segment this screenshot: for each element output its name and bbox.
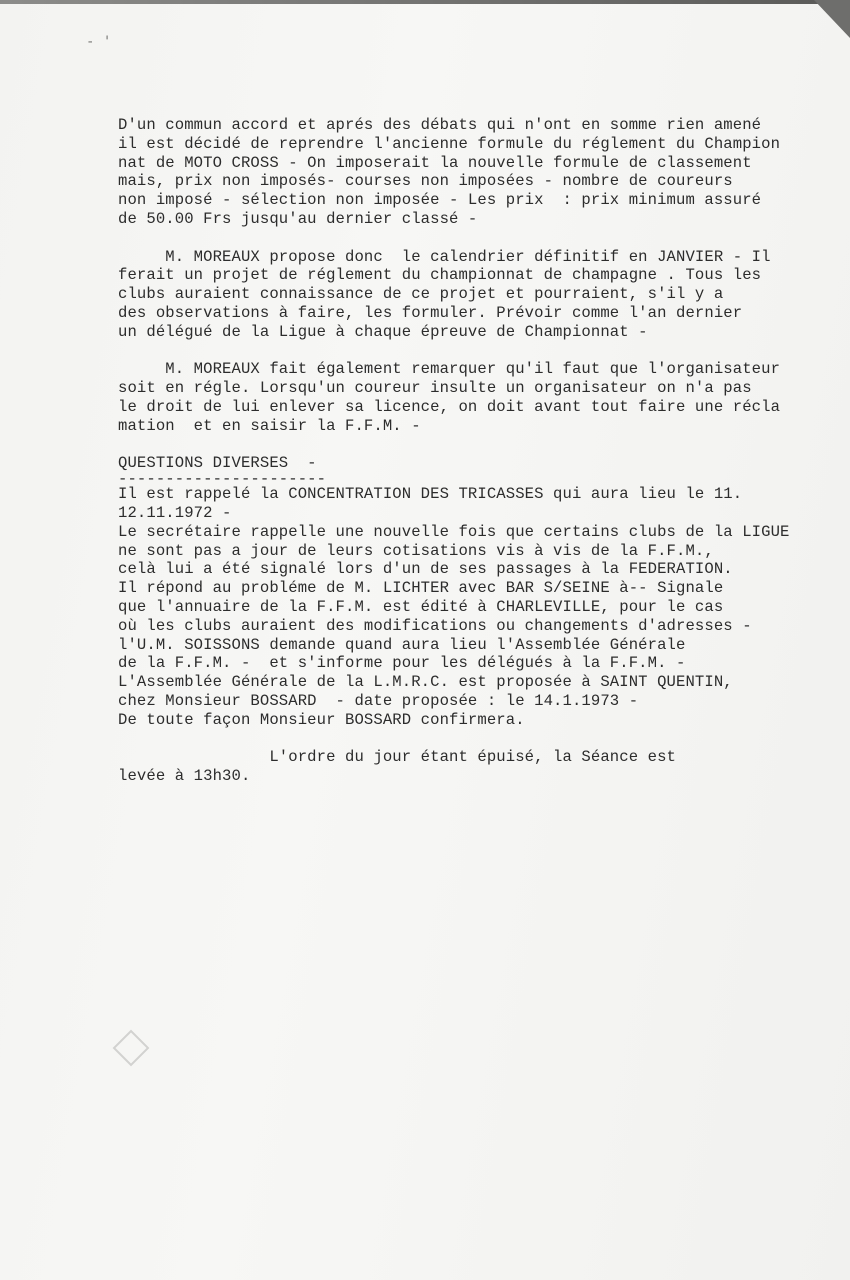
text-line: 12.11.1972 -: [118, 503, 232, 522]
text-line: que l'annuaire de la F.F.M. est édité à CHARLEVILLE, pour le cas: [118, 597, 724, 616]
paragraph-championship-format: [118, 116, 846, 229]
text-line: Il répond au probléme de M. LICHTER avec BAR S/SEINE à-- Signale: [118, 579, 724, 598]
text-line: Le secrétaire rappelle une nouvelle fois que certains clubs de la LIGUE: [118, 522, 790, 541]
text-line: L'ordre du jour étant épuisé, la Séance est: [118, 748, 677, 767]
text-line: ne sont pas a jour de leurs cotisations vis à vis de la F.F.M.,: [118, 541, 714, 560]
text-line: l'U.M. SOISSONS demande quand aura lieu l'Assemblée Générale: [118, 635, 686, 654]
text-line: M. MOREAUX fait également remarquer qu'il faut que l'organisateur: [118, 360, 781, 379]
text-line: des observations à faire, les formuler. Prévoir comme l'an dernier: [118, 303, 743, 322]
text-line: Il est rappelé la CONCENTRATION DES TRICASSES qui aura lieu le 11.: [118, 485, 743, 504]
paragraph-organiser-rules: [118, 360, 846, 435]
paragraph-calendar: [118, 248, 846, 342]
text-line: clubs auraient connaissance de ce projet et pourraient, s'il y a: [118, 285, 724, 304]
text-line: celà lui a été signalé lors d'un de ses passages à la FEDERATION.: [118, 560, 733, 579]
diamond-watermark-icon: [113, 1030, 150, 1067]
text-line: de la F.F.M. - et s'informe pour les délégués à la F.F.M. -: [118, 654, 686, 673]
text-line: chez Monsieur BOSSARD - date proposée : le 14.1.1973 -: [118, 691, 639, 710]
text-line: où les clubs auraient des modifications ou changements d'adresses -: [118, 616, 752, 635]
text-line: mation et en saisir la F.F.M. -: [118, 416, 421, 435]
text-line: il est décidé de reprendre l'ancienne formule du réglement du Champion: [118, 134, 781, 153]
text-line: nat de MOTO CROSS - On imposerait la nouvelle formule de classement: [118, 153, 752, 172]
text-line: M. MOREAUX propose donc le calendrier définitif en JANVIER - Il: [118, 247, 771, 266]
minutes-text: [118, 116, 846, 786]
text-line: L'Assemblée Générale de la L.M.R.C. est proposée à SAINT QUENTIN,: [118, 673, 733, 692]
section-heading: QUESTIONS DIVERSES -: [118, 454, 317, 473]
page-top-edge: [0, 0, 820, 4]
text-line: levée à 13h30.: [118, 767, 251, 786]
heading-underline: ----------------------: [118, 473, 327, 486]
folded-corner: [814, 0, 850, 38]
text-line: ferait un projet de réglement du championnat de champagne . Tous les: [118, 266, 762, 285]
text-line: de 50.00 Frs jusqu'au dernier classé -: [118, 209, 478, 228]
section-questions-diverses: [118, 454, 846, 729]
text-line: un délégué de la Ligue à chaque épreuve de Championnat -: [118, 322, 648, 341]
margin-marks: - ': [86, 34, 112, 50]
text-line: le droit de lui enlever sa licence, on doit avant tout faire une récla: [118, 397, 781, 416]
closing-statement: [118, 748, 846, 786]
text-line: non imposé - sélection non imposée - Les prix : prix minimum assuré: [118, 191, 762, 210]
text-line: soit en régle. Lorsqu'un coureur insulte un organisateur on n'a pas: [118, 379, 752, 398]
text-line: D'un commun accord et aprés des débats qui n'ont en somme rien amené: [118, 116, 762, 134]
text-line: De toute façon Monsieur BOSSARD confirmera.: [118, 710, 525, 729]
text-line: mais, prix non imposés- courses non imposées - nombre de coureurs: [118, 172, 733, 191]
